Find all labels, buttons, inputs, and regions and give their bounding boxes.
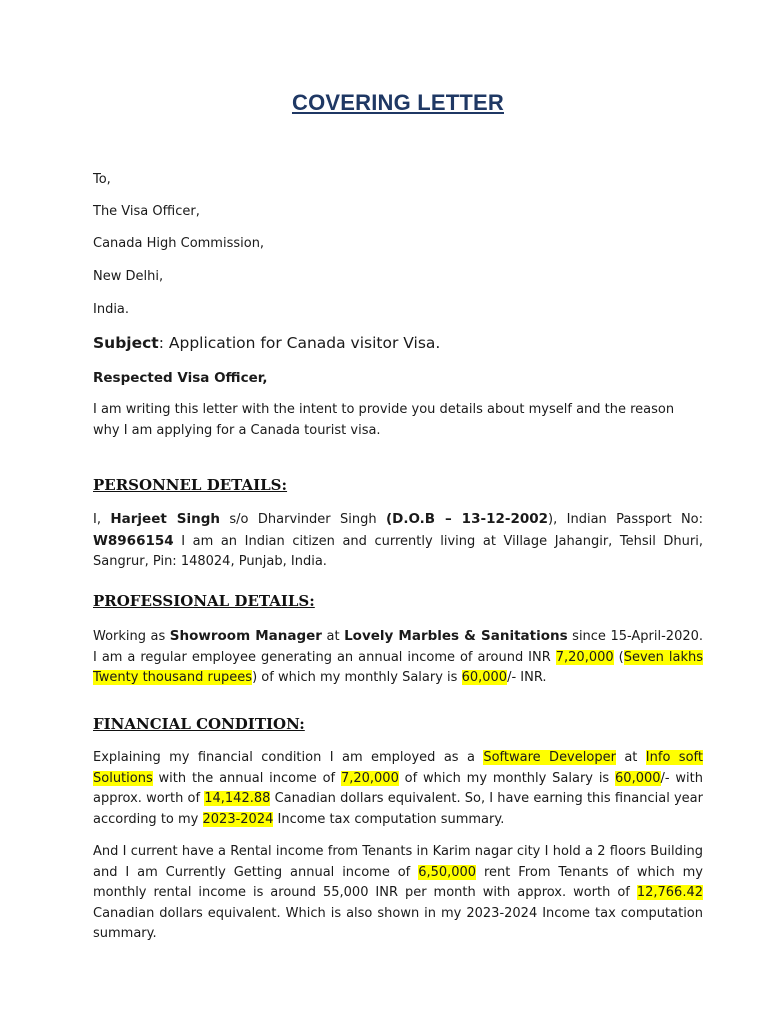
- text-run: And I current have a Rental income from Tenants in Karim nagar city I hold a 2 floors Building and I am Currently Getting annual income of: [93, 844, 703, 880]
- personal-paragraph: [93, 509, 703, 573]
- financial-paragraph-2: [93, 842, 703, 945]
- text-run: /- INR.: [507, 670, 547, 685]
- date-of-birth: (D.O.B – 13-12-2002: [385, 511, 549, 527]
- cad-equivalent: 14,142.88: [204, 791, 271, 806]
- job-role: Showroom Manager: [169, 628, 322, 644]
- text-run: Canadian dollars equivalent. So, I have earning this financial year according to my: [93, 791, 703, 827]
- text-run: Income tax computation summary.: [273, 811, 505, 827]
- professional-heading: PROFESSIONAL DETAILS:: [93, 592, 315, 610]
- address-country: India.: [93, 302, 130, 317]
- text-run: /- with approx. worth of: [93, 770, 703, 806]
- address-city: New Delhi,: [93, 269, 164, 284]
- financial-heading: FINANCIAL CONDITION:: [93, 715, 305, 733]
- text-run: I,: [93, 512, 111, 527]
- intro-paragraph: I am writing this letter with the intent to provide you details about myself and the reason why I am applying for a Canada tourist visa.: [93, 402, 675, 438]
- page-title: COVERING LETTER: [291, 90, 504, 115]
- text-run: since 15-April-2020. I am a regular employee generating an annual income of around INR: [93, 629, 704, 665]
- financial-company: Info soft Solutions: [93, 750, 703, 786]
- text-run: of which my monthly Salary is: [398, 770, 616, 786]
- text-run: (: [613, 649, 624, 665]
- subject-sep: :: [158, 334, 164, 352]
- monthly-salary: 60,000: [461, 670, 508, 685]
- employer: Lovely Marbles & Sanitations: [344, 628, 568, 644]
- applicant-name: Harjeet Singh: [110, 511, 221, 527]
- rental-cad-equivalent: 12,766.42: [636, 885, 703, 900]
- financial-role: Software Developer: [483, 750, 616, 765]
- financial-income: 7,20,000: [340, 770, 399, 786]
- text-run: ), Indian Passport No:: [548, 512, 704, 527]
- financial-salary: 60,000: [615, 770, 661, 786]
- professional-paragraph: [93, 626, 703, 689]
- text-run: Explaining my financial condition I am employed as a: [93, 750, 484, 765]
- address-to: To,: [93, 172, 111, 187]
- annual-income: 7,20,000: [555, 649, 614, 665]
- rental-income: 6,50,000: [418, 864, 477, 880]
- address-officer: The Visa Officer,: [93, 204, 200, 219]
- subject-text: Application for Canada visitor Visa.: [163, 334, 441, 352]
- text-run: Canadian dollars equivalent. Which is also shown in my 2023-2024 Income tax computation summary.: [93, 905, 703, 941]
- text-run: I am an Indian citizen and currently living at Village Jahangir, Tehsil Dhuri, Sangrur, Pin: 148024, Punjab, India.: [93, 533, 703, 569]
- salutation: Respected Visa Officer,: [93, 370, 268, 386]
- text-run: at: [321, 629, 345, 644]
- income-in-words: Seven lakhs Twenty thousand rupees: [93, 649, 703, 685]
- subject-label: Subject: [93, 334, 159, 352]
- text-run: rent From Tenants of which my monthly rental income is around 55,000 INR per month with approx. worth of: [93, 864, 703, 900]
- text-run: Working as: [93, 629, 170, 644]
- text-run: ) of which my monthly Salary is: [252, 670, 462, 685]
- text-run: s/o Dharvinder Singh: [220, 512, 386, 527]
- personal-heading: PERSONNEL DETAILS:: [93, 476, 288, 494]
- text-run: at: [615, 750, 646, 765]
- financial-paragraph-1: [93, 748, 703, 830]
- subject-line: [93, 333, 440, 353]
- passport-number: W8966154: [93, 532, 174, 549]
- address-commission: Canada High Commission,: [93, 236, 265, 251]
- text-run: with the annual income of: [152, 770, 341, 786]
- financial-year: 2023-2024: [202, 811, 274, 827]
